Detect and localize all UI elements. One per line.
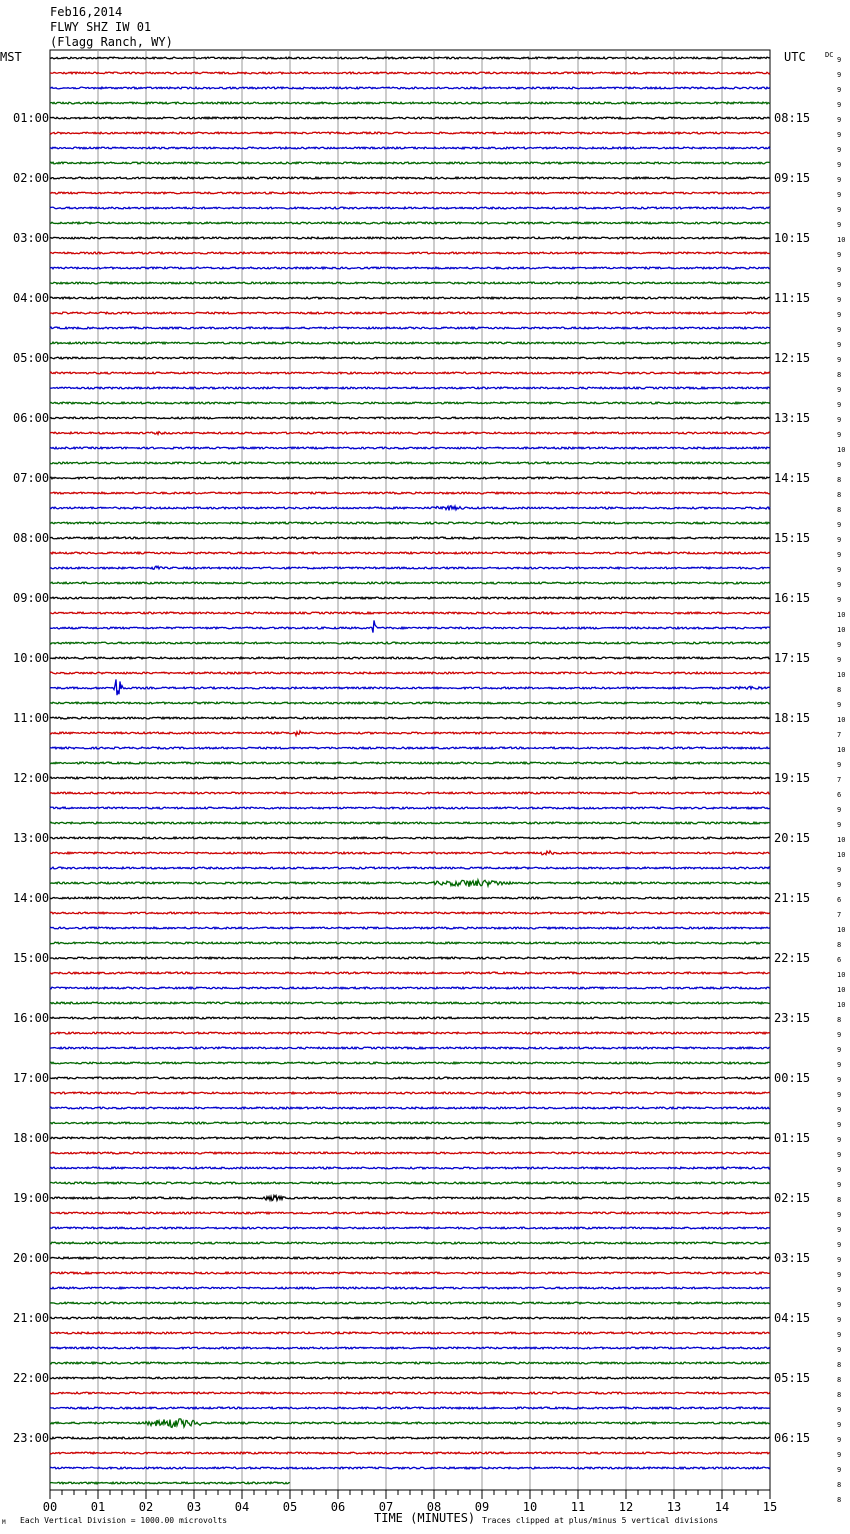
trace-line <box>50 1212 770 1214</box>
dc-offset-label: 9 <box>837 86 842 94</box>
trace-line <box>50 747 770 749</box>
trace-line <box>50 897 770 899</box>
trace-line <box>50 1257 770 1259</box>
right-hour-label: 17:15 <box>774 651 811 665</box>
trace-line <box>50 1107 770 1109</box>
trace-line <box>50 957 770 959</box>
dc-offset-label: 9 <box>837 1091 842 1099</box>
trace-line <box>50 1047 770 1049</box>
dc-offset-label: 9 <box>837 56 842 64</box>
dc-offset-label: 10 <box>837 716 846 724</box>
trace-line <box>50 492 770 494</box>
trace-line <box>50 537 770 539</box>
trace-line <box>50 207 770 209</box>
trace-line <box>50 1392 770 1394</box>
left-hour-label: 08:00 <box>13 531 50 545</box>
trace-line <box>50 1002 770 1004</box>
trace-line <box>50 387 770 389</box>
dc-offset-label: 9 <box>837 1046 842 1054</box>
dc-offset-label: 9 <box>837 1466 842 1474</box>
trace-line <box>50 762 770 764</box>
trace-line <box>50 1407 770 1409</box>
left-hour-label: 01:00 <box>13 111 50 125</box>
trace-line <box>50 972 770 974</box>
left-hour-label: 11:00 <box>13 711 50 725</box>
trace-line <box>50 267 770 269</box>
dc-offset-label: 9 <box>837 266 842 274</box>
dc-offset-label: 9 <box>837 221 842 229</box>
trace-line <box>50 177 770 179</box>
trace-line <box>50 1227 770 1229</box>
trace-line <box>50 1242 770 1244</box>
trace-line <box>50 807 770 809</box>
dc-offset-label: 10 <box>837 626 846 634</box>
trace-line <box>50 582 770 584</box>
dc-offset-label: 8 <box>837 1391 842 1399</box>
trace-line <box>50 1347 770 1349</box>
left-zone-label: MST <box>0 50 22 64</box>
trace-line <box>50 372 770 374</box>
dc-offset-label: 10 <box>837 236 846 244</box>
trace-line <box>50 1152 770 1154</box>
dc-offset-label: 9 <box>837 521 842 529</box>
trace-line <box>50 417 770 419</box>
trace-lines <box>50 57 770 1484</box>
dc-offset-label: 6 <box>837 896 842 904</box>
trace-line <box>50 912 770 914</box>
trace-line <box>50 327 770 329</box>
dc-offset-label: 9 <box>837 296 842 304</box>
trace-line <box>50 1362 770 1364</box>
right-hour-label: 14:15 <box>774 471 811 485</box>
dc-offset-label: 10 <box>837 986 846 994</box>
dc-offset-label: 9 <box>837 1166 842 1174</box>
trace-line <box>50 717 770 719</box>
x-tick-label: 04 <box>234 1500 250 1514</box>
dc-offset-label: 9 <box>837 566 842 574</box>
dc-offset-label: 9 <box>837 146 842 154</box>
dc-offset-label: 9 <box>837 1331 842 1339</box>
trace-line <box>50 1062 770 1064</box>
right-hour-label: 02:15 <box>774 1191 811 1205</box>
trace-line <box>50 192 770 194</box>
dc-offset-label: 10 <box>837 836 846 844</box>
dc-offset-label: 9 <box>837 641 842 649</box>
right-hour-label: 01:15 <box>774 1131 811 1145</box>
dc-offset-label: 9 <box>837 1346 842 1354</box>
dc-offset-label: 9 <box>837 1226 842 1234</box>
trace-line <box>50 87 770 89</box>
trace-line <box>50 237 770 239</box>
dc-offset-label: 9 <box>837 251 842 259</box>
dc-offset-label: 10 <box>837 851 846 859</box>
x-tick-label: 11 <box>570 1500 586 1514</box>
dc-offset-label: 9 <box>837 1151 842 1159</box>
dc-offset-label: 9 <box>837 281 842 289</box>
trace-line <box>50 1195 770 1200</box>
trace-line <box>50 147 770 149</box>
trace-line <box>50 1137 770 1139</box>
trace-line <box>50 522 770 524</box>
left-hour-label: 03:00 <box>13 231 50 245</box>
dc-offset-labels <box>837 56 845 1504</box>
dc-offset-label: 9 <box>837 101 842 109</box>
trace-line <box>50 657 770 659</box>
right-hour-label: 12:15 <box>774 351 811 365</box>
dc-offset-label: 9 <box>837 431 842 439</box>
dc-offset-label: 9 <box>837 1121 842 1129</box>
dc-offset-label: 10 <box>837 971 846 979</box>
left-hour-label: 19:00 <box>13 1191 50 1205</box>
dc-offset-label: 9 <box>837 401 842 409</box>
right-hour-label: 03:15 <box>774 1251 811 1265</box>
dc-offset-label: 8 <box>837 1481 842 1489</box>
trace-line <box>50 612 770 614</box>
dc-offset-label: 9 <box>837 311 842 319</box>
trace-line <box>50 1077 770 1079</box>
left-hour-labels <box>13 111 49 1445</box>
dc-offset-label: 9 <box>837 761 842 769</box>
x-axis-title: TIME (MINUTES) <box>374 1511 476 1525</box>
scale-note: Each Vertical Division = 1000.00 microvolts <box>20 1516 228 1525</box>
trace-line <box>50 1167 770 1169</box>
dc-offset-label: 9 <box>837 1136 842 1144</box>
trace-line <box>50 1482 290 1484</box>
trace-line <box>50 1377 770 1379</box>
left-hour-label: 05:00 <box>13 351 50 365</box>
trace-line <box>50 506 770 511</box>
left-hour-label: 21:00 <box>13 1311 50 1325</box>
right-hour-label: 13:15 <box>774 411 811 425</box>
dc-offset-label: 9 <box>837 866 842 874</box>
right-hour-label: 00:15 <box>774 1071 811 1085</box>
trace-line <box>50 477 770 479</box>
right-hour-label: 10:15 <box>774 231 811 245</box>
trace-line <box>50 851 770 855</box>
x-tick-label: 00 <box>42 1500 58 1514</box>
right-zone-label: UTC <box>784 50 806 64</box>
x-tick-label: 13 <box>666 1500 682 1514</box>
dc-offset-label: 9 <box>837 596 842 604</box>
header-location: (Flagg Ranch, WY) <box>50 35 173 49</box>
trace-line <box>50 132 770 134</box>
left-hour-label: 02:00 <box>13 171 50 185</box>
dc-offset-label: 8 <box>837 1016 842 1024</box>
dc-offset-label: 9 <box>837 536 842 544</box>
trace-line <box>50 297 770 299</box>
right-hour-labels <box>774 111 810 1445</box>
left-hour-label: 07:00 <box>13 471 50 485</box>
trace-line <box>50 1182 770 1184</box>
trace-line <box>50 222 770 224</box>
dc-offset-label: 9 <box>837 1436 842 1444</box>
dc-offset-label: 8 <box>837 371 842 379</box>
trace-line <box>50 1437 770 1439</box>
right-hour-label: 09:15 <box>774 171 811 185</box>
dc-offset-label: 9 <box>837 1181 842 1189</box>
dc-offset-label: 9 <box>837 881 842 889</box>
trace-line <box>50 566 770 569</box>
trace-line <box>50 162 770 164</box>
right-hour-label: 08:15 <box>774 111 811 125</box>
dc-offset-label: 8 <box>837 1361 842 1369</box>
left-hour-label: 06:00 <box>13 411 50 425</box>
trace-line <box>50 312 770 314</box>
right-hour-label: 23:15 <box>774 1011 811 1025</box>
corner-mark: M <box>2 1519 6 1526</box>
dc-offset-label: 9 <box>837 1406 842 1414</box>
trace-line <box>50 731 770 735</box>
trace-line <box>50 1302 770 1304</box>
right-hour-label: 06:15 <box>774 1431 811 1445</box>
dc-offset-label: 9 <box>837 1256 842 1264</box>
right-hour-label: 20:15 <box>774 831 811 845</box>
right-hour-label: 21:15 <box>774 891 811 905</box>
trace-line <box>50 702 770 704</box>
dc-offset-label: 9 <box>837 206 842 214</box>
x-tick-label: 06 <box>330 1500 346 1514</box>
dc-offset-label: 9 <box>837 386 842 394</box>
right-hour-label: 04:15 <box>774 1311 811 1325</box>
clip-note: Traces clipped at plus/minus 5 vertical divisions <box>482 1516 719 1525</box>
dc-offset-label: 9 <box>837 1271 842 1279</box>
trace-line <box>50 880 770 887</box>
right-hour-label: 19:15 <box>774 771 811 785</box>
trace-line <box>50 942 770 944</box>
left-hour-label: 16:00 <box>13 1011 50 1025</box>
trace-line <box>50 342 770 344</box>
trace-line <box>50 1317 770 1319</box>
dc-offset-label: 8 <box>837 506 842 514</box>
trace-line <box>50 1092 770 1094</box>
left-hour-label: 18:00 <box>13 1131 50 1145</box>
left-hour-label: 14:00 <box>13 891 50 905</box>
trace-line <box>50 1287 770 1289</box>
dc-offset-label: 9 <box>837 176 842 184</box>
dc-offset-label: 9 <box>837 326 842 334</box>
dc-offset-label: 9 <box>837 1316 842 1324</box>
trace-line <box>50 357 770 359</box>
left-hour-label: 22:00 <box>13 1371 50 1385</box>
dc-offset-label: 8 <box>837 686 842 694</box>
dc-offset-label: 6 <box>837 956 842 964</box>
left-hour-label: 15:00 <box>13 951 50 965</box>
dc-offset-label: 9 <box>837 1076 842 1084</box>
trace-line <box>50 777 770 779</box>
right-hour-label: 18:15 <box>774 711 811 725</box>
left-hour-label: 09:00 <box>13 591 50 605</box>
left-hour-label: 17:00 <box>13 1071 50 1085</box>
trace-line <box>50 462 770 464</box>
dc-offset-label: 9 <box>837 1031 842 1039</box>
dc-offset-label: 8 <box>837 476 842 484</box>
trace-line <box>50 837 770 839</box>
trace-line <box>50 597 770 599</box>
right-hour-label: 15:15 <box>774 531 811 545</box>
trace-line <box>50 282 770 284</box>
left-hour-label: 23:00 <box>13 1431 50 1445</box>
dc-offset-label: 9 <box>837 461 842 469</box>
dc-offset-label: 10 <box>837 1001 846 1009</box>
dc-offset-label: 10 <box>837 446 846 454</box>
dc-offset-label: 8 <box>837 1496 842 1504</box>
dc-offset-label: 9 <box>837 191 842 199</box>
trace-line <box>50 1032 770 1034</box>
dc-offset-label: 9 <box>837 1421 842 1429</box>
trace-line <box>50 72 770 74</box>
dc-offset-label: 10 <box>837 671 846 679</box>
x-tick-label: 09 <box>474 1500 490 1514</box>
trace-line <box>50 987 770 989</box>
trace-line <box>50 252 770 254</box>
dc-offset-label: 9 <box>837 656 842 664</box>
header-station: FLWY SHZ IW 01 <box>50 20 152 34</box>
dc-offset-label: 9 <box>837 1211 842 1219</box>
dc-offset-label: 8 <box>837 941 842 949</box>
dc-offset-label: 9 <box>837 821 842 829</box>
left-hour-label: 13:00 <box>13 831 50 845</box>
x-tick-label: 12 <box>618 1500 634 1514</box>
dc-offset-label: 9 <box>837 131 842 139</box>
trace-line <box>50 672 770 674</box>
trace-line <box>50 102 770 104</box>
dc-offset-label: 7 <box>837 911 842 919</box>
dc-label: DC <box>825 51 834 59</box>
x-tick-label: 02 <box>138 1500 154 1514</box>
dc-offset-label: 9 <box>837 701 842 709</box>
trace-line <box>50 620 770 632</box>
x-tick-label: 03 <box>186 1500 202 1514</box>
x-tick-label: 05 <box>282 1500 298 1514</box>
left-hour-label: 04:00 <box>13 291 50 305</box>
dc-offset-label: 8 <box>837 1196 842 1204</box>
x-tick-label: 08 <box>426 1500 442 1514</box>
dc-offset-label: 9 <box>837 161 842 169</box>
dc-offset-label: 9 <box>837 1301 842 1309</box>
x-tick-label: 07 <box>378 1500 394 1514</box>
trace-line <box>50 1419 770 1428</box>
right-hour-label: 05:15 <box>774 1371 811 1385</box>
trace-line <box>50 792 770 794</box>
trace-line <box>50 679 770 695</box>
trace-line <box>50 1332 770 1334</box>
dc-offset-label: 9 <box>837 581 842 589</box>
trace-line <box>50 927 770 929</box>
dc-offset-label: 6 <box>837 791 842 799</box>
trace-line <box>50 432 770 435</box>
dc-offset-label: 9 <box>837 806 842 814</box>
dc-offset-label: 7 <box>837 776 842 784</box>
right-hour-label: 11:15 <box>774 291 811 305</box>
dc-offset-label: 9 <box>837 341 842 349</box>
header-date: Feb16,2014 <box>50 5 123 19</box>
trace-line <box>50 1467 770 1469</box>
x-tick-label: 15 <box>762 1500 778 1514</box>
dc-offset-label: 9 <box>837 1106 842 1114</box>
dc-offset-label: 8 <box>837 1376 842 1384</box>
x-tick-label: 14 <box>714 1500 730 1514</box>
trace-line <box>50 1452 770 1454</box>
trace-line <box>50 1122 770 1124</box>
dc-offset-label: 9 <box>837 71 842 79</box>
x-tick-label: 10 <box>522 1500 538 1514</box>
dc-offset-label: 9 <box>837 416 842 424</box>
trace-line <box>50 447 770 449</box>
trace-line <box>50 822 770 824</box>
trace-line <box>50 642 770 644</box>
left-hour-label: 20:00 <box>13 1251 50 1265</box>
dc-offset-label: 7 <box>837 731 842 739</box>
trace-line <box>50 1017 770 1019</box>
dc-offset-label: 9 <box>837 1286 842 1294</box>
x-tick-label: 01 <box>90 1500 106 1514</box>
trace-line <box>50 57 770 59</box>
dc-offset-label: 8 <box>837 491 842 499</box>
trace-line <box>50 1272 770 1274</box>
dc-offset-label: 9 <box>837 1241 842 1249</box>
dc-offset-label: 9 <box>837 1451 842 1459</box>
trace-line <box>50 402 770 404</box>
dc-offset-label: 9 <box>837 116 842 124</box>
right-hour-label: 22:15 <box>774 951 811 965</box>
trace-line <box>50 867 770 869</box>
trace-line <box>50 117 770 119</box>
left-hour-label: 12:00 <box>13 771 50 785</box>
left-hour-label: 10:00 <box>13 651 50 665</box>
right-hour-label: 16:15 <box>774 591 811 605</box>
dc-offset-label: 9 <box>837 551 842 559</box>
dc-offset-label: 10 <box>837 611 846 619</box>
dc-offset-label: 9 <box>837 356 842 364</box>
trace-line <box>50 552 770 554</box>
dc-offset-label: 9 <box>837 1061 842 1069</box>
dc-offset-label: 10 <box>837 746 846 754</box>
dc-offset-label: 10 <box>837 926 846 934</box>
